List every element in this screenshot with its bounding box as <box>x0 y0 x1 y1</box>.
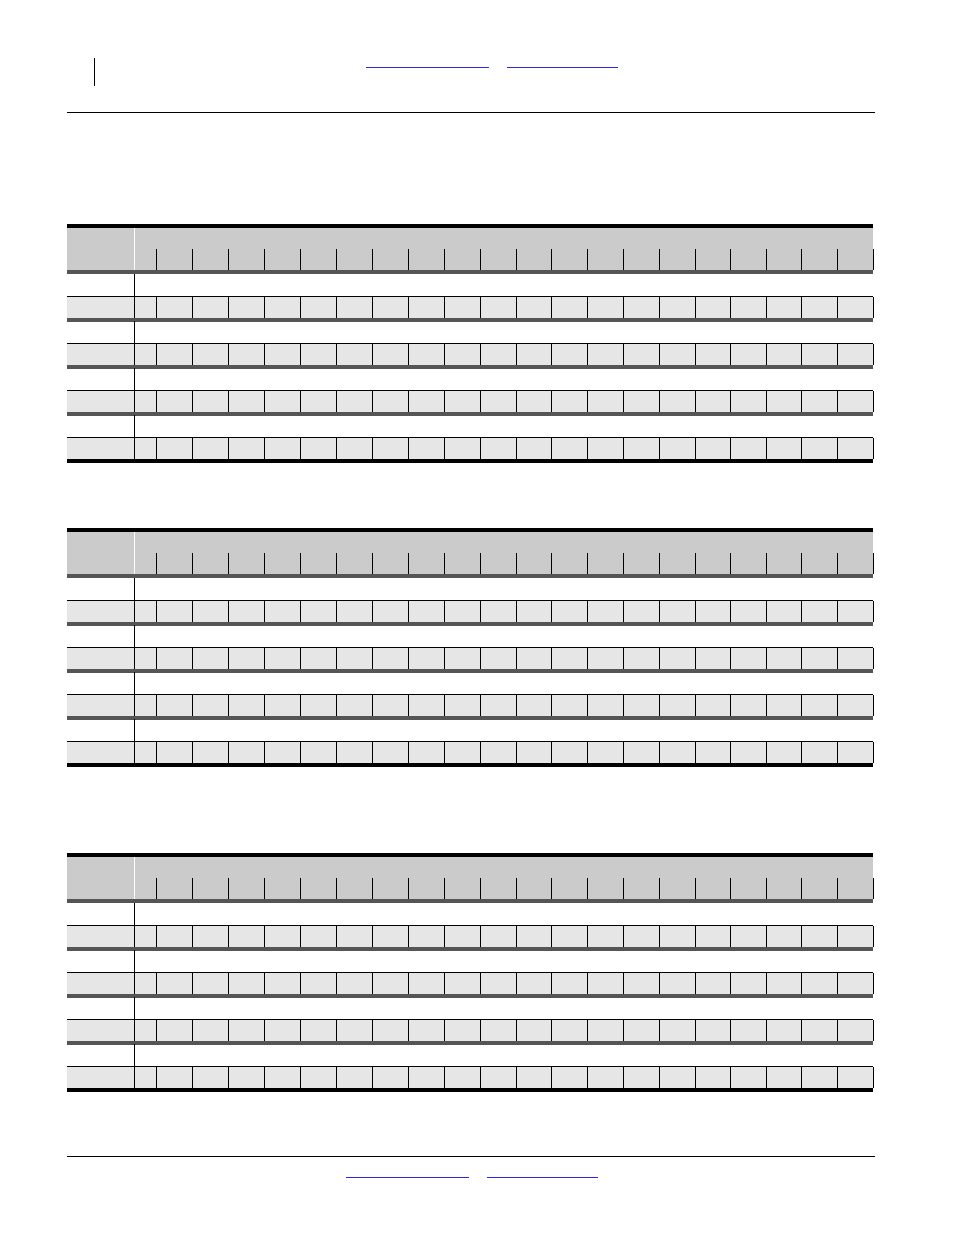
table-row <box>67 742 873 763</box>
table-header <box>67 857 873 899</box>
data-table-1 <box>0 222 954 472</box>
header-bottom-rule <box>67 270 873 274</box>
header-link-2[interactable] <box>507 67 618 68</box>
group-rule <box>67 622 873 626</box>
data-table-3 <box>0 851 954 1101</box>
data-table-2 <box>0 526 954 776</box>
margin-bar <box>94 58 95 86</box>
table-bottom-border <box>67 459 873 463</box>
group-rule <box>67 716 873 720</box>
table-row <box>67 601 873 622</box>
header-bottom-rule <box>67 899 873 903</box>
footer-link-1[interactable] <box>346 1177 469 1178</box>
table-row <box>67 695 873 716</box>
table-row <box>67 1067 873 1088</box>
header-rule <box>67 112 875 113</box>
table-header <box>67 532 873 574</box>
table-header <box>67 228 873 270</box>
footer-rule <box>67 1156 875 1157</box>
group-rule <box>67 1041 873 1045</box>
table-row <box>67 344 873 365</box>
table-row <box>67 926 873 947</box>
header-link-1[interactable] <box>366 67 489 68</box>
group-rule <box>67 365 873 369</box>
table-top-border <box>67 853 873 857</box>
table-bottom-border <box>67 763 873 767</box>
table-row <box>67 297 873 318</box>
table-row <box>67 438 873 459</box>
table-row <box>67 973 873 994</box>
table-row <box>67 648 873 669</box>
group-rule <box>67 412 873 416</box>
table-bottom-border <box>67 1088 873 1092</box>
footer-link-2[interactable] <box>487 1177 598 1178</box>
group-rule <box>67 947 873 951</box>
group-rule <box>67 669 873 673</box>
table-row <box>67 391 873 412</box>
table-top-border <box>67 224 873 228</box>
group-rule <box>67 994 873 998</box>
header-bottom-rule <box>67 574 873 578</box>
table-top-border <box>67 528 873 532</box>
table-row <box>67 1020 873 1041</box>
group-rule <box>67 318 873 322</box>
